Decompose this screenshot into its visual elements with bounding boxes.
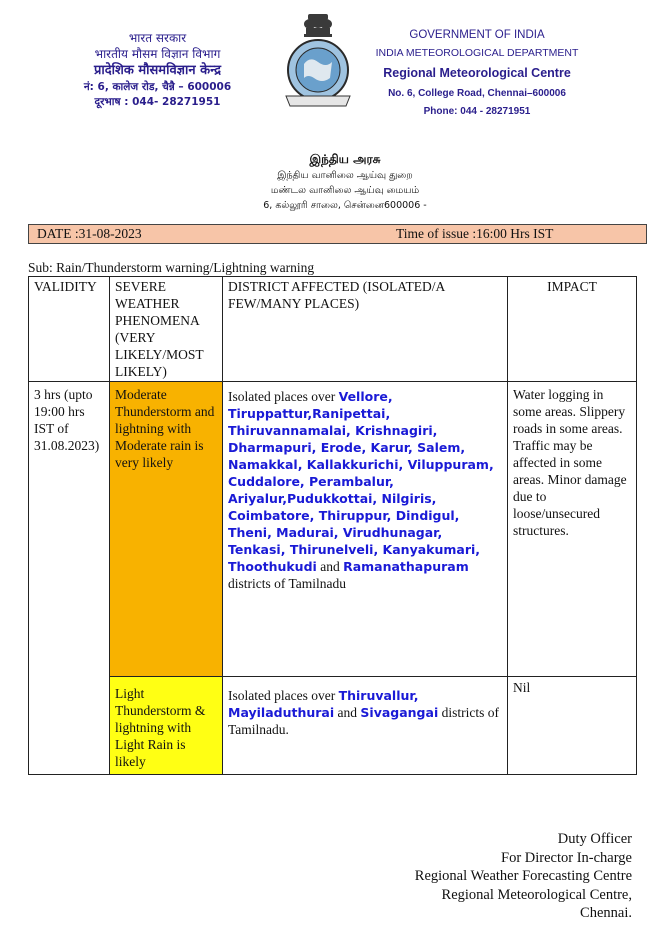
date-bar (28, 224, 647, 244)
signature-block (370, 830, 632, 923)
warning-table (28, 276, 637, 775)
issue-time: Time of issue :16:00 Hrs IST (396, 226, 554, 241)
hindi-line-2: भारतीय मौसम विज्ञान विभाग (94, 47, 221, 61)
district-prefix: Isolated places over (228, 688, 339, 703)
table-header-row (29, 277, 637, 382)
english-line-3: Regional Meteorological Centre (383, 66, 571, 80)
phenomena-cell-moderate: Moderate Thunderstorm and lightning with Moderate rain is very likely (110, 382, 223, 677)
district-suffix: districts of Tamilnadu. (228, 705, 499, 737)
district-prefix: Isolated places over (228, 389, 339, 404)
tamil-line-1: இந்திய அரசு (309, 152, 381, 166)
header-district: DISTRICT AFFECTED (ISOLATED/A FEW/MANY PLACES) (223, 277, 508, 382)
signature-line-3: Regional Weather Forecasting Centre (414, 868, 632, 884)
english-line-2: INDIA METEOROLOGICAL DEPARTMENT (375, 47, 579, 59)
hindi-line-1: भारत सरकार (128, 31, 187, 45)
header-validity: VALIDITY (29, 277, 110, 382)
signature-line-5: Chennai. (580, 905, 632, 921)
english-line-4: No. 6, College Road, Chennai–600006 (388, 88, 566, 99)
district-last: Ramanathapuram (343, 559, 469, 574)
subject-line: Sub: Rain/Thunderstorm warning/Lightning warning (28, 260, 315, 275)
table-row (29, 677, 637, 775)
issue-date: DATE :31-08-2023 (37, 226, 142, 241)
signature-line-4: Regional Meteorological Centre, (441, 886, 632, 903)
district-last: Sivagangai (360, 705, 439, 720)
hindi-line-4: नं: 6, कालेज रोड, चैन्नै – 600006 (83, 81, 232, 93)
district-and: and (334, 705, 361, 720)
imd-emblem-logo (270, 12, 366, 114)
hindi-line-5: दूरभाष : 044- 28271951 (94, 96, 221, 108)
district-and: and (316, 559, 344, 574)
impact-cell-moderate: Water logging in some areas. Slippery roads in some areas. Traffic may be affected in some areas. Minor damage due to loose/unsecured structures. (508, 382, 637, 677)
district-list: Vellore, Tiruppattur,Ranipettai, Thiruvannamalai, Krishnagiri, Dharmapuri, Erode, Karur, Salem, Namakkal, Kallakkurichi, Viluppuram, Cuddalore, Perambalur, Ariyalur,Pudukkottai, Nilgiris, Coimbatore, Thiruppur, Dindigul, Theni, Madurai, Virudhunagar, Tenkasi, Thirunelveli, Kanyakumari, Thoothukudi (228, 389, 494, 574)
english-header (362, 26, 592, 120)
district-first: Thiruvallur, Mayiladuthurai (228, 688, 419, 720)
hindi-header (60, 30, 255, 110)
english-line-1: GOVERNMENT OF INDIA (409, 29, 545, 41)
header-phenomena: SEVERE WEATHER PHENOMENA (VERY LIKELY/MOST LIKELY) (110, 277, 223, 382)
english-line-5: Phone: 044 - 28271951 (423, 106, 531, 117)
district-cell-moderate (223, 382, 508, 677)
table-row (29, 382, 637, 677)
district-cell-light (223, 677, 508, 775)
phenomena-cell-light: Light Thunderstorm & lightning with Light Rain is likely (110, 677, 223, 775)
tamil-line-3: மண்டல வானிலை ஆய்வு மையம் (270, 185, 420, 196)
district-suffix: districts of Tamilnadu (228, 576, 347, 591)
tamil-header (230, 150, 460, 213)
hindi-line-3: प्रादेशिक मौसमविज्ञान केन्द्र (93, 63, 222, 78)
signature-line-2: For Director In-charge (501, 849, 632, 866)
impact-cell-light: Nil (508, 677, 637, 775)
signature-line-1: Duty Officer (557, 831, 632, 847)
tamil-line-4: 6, கல்லூரி சாலை, சென்னை600006 - (263, 200, 427, 211)
validity-cell: 3 hrs (upto 19:00 hrs IST of 31.08.2023) (29, 382, 110, 775)
header-impact: IMPACT (508, 277, 637, 382)
tamil-line-2: இந்திய வானிலை ஆய்வு துறை (277, 170, 413, 181)
